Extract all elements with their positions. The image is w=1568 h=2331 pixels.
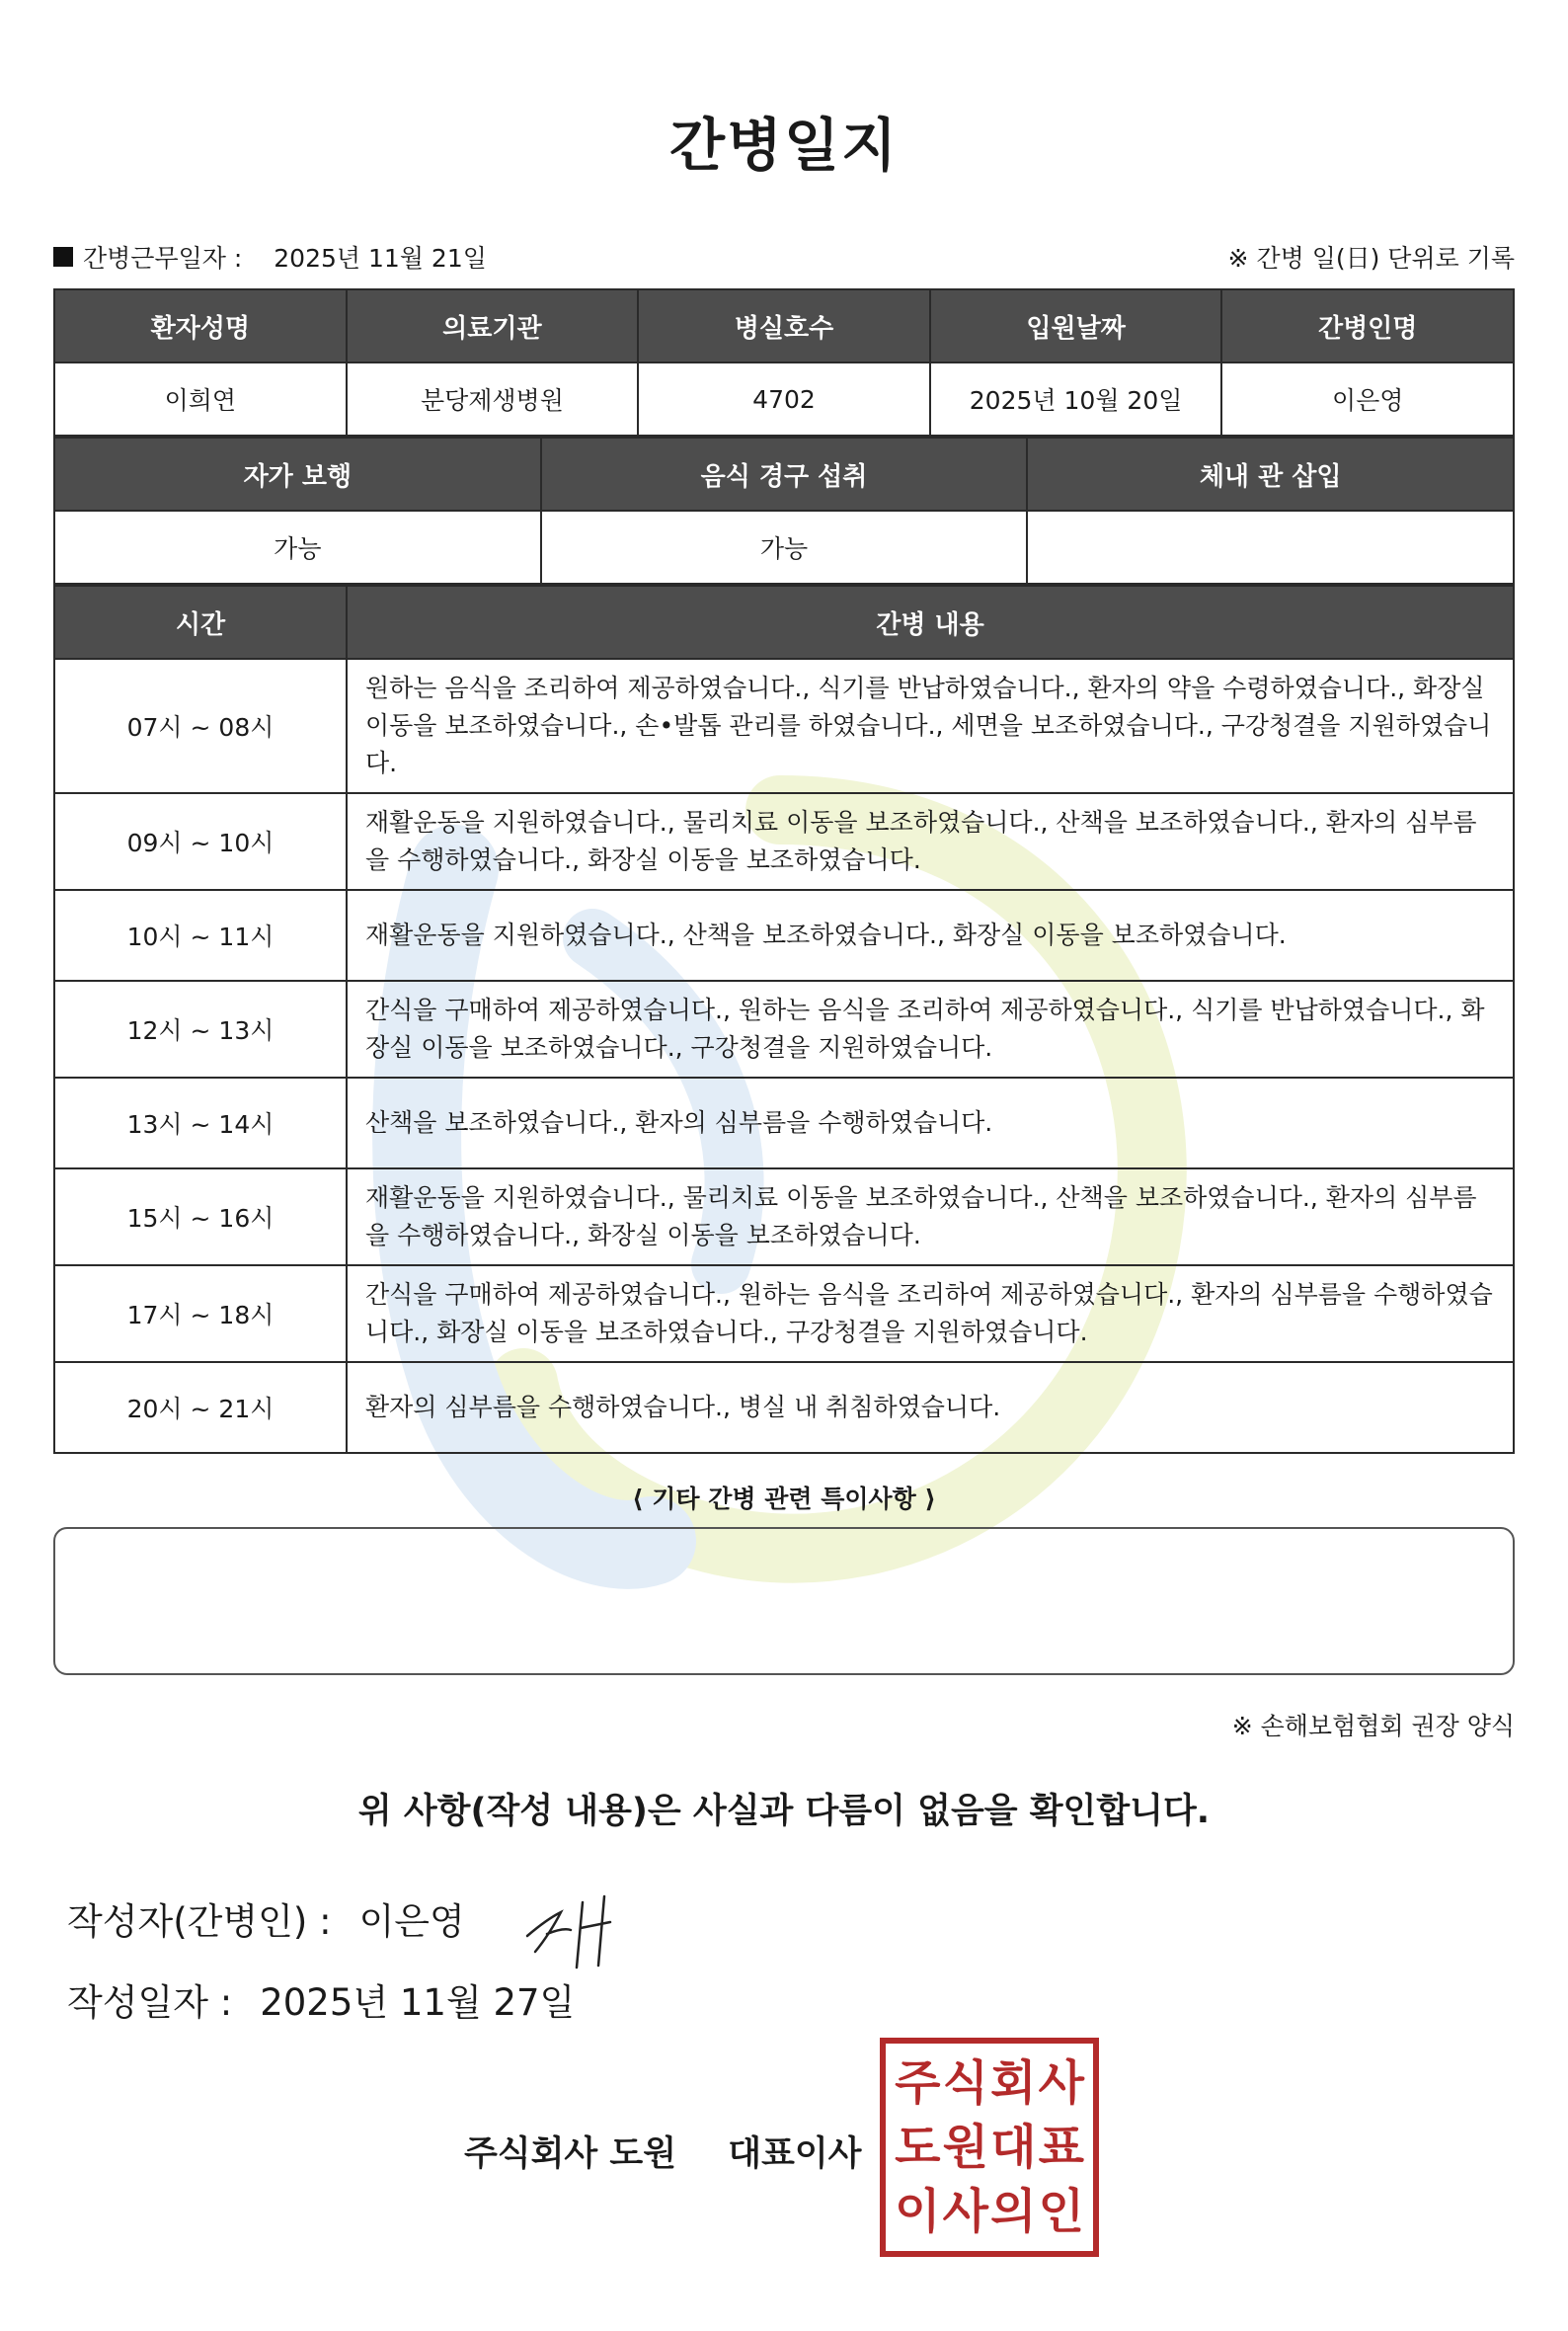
seal-char: 도 [895,2119,941,2175]
patient-header-hospital: 의료기관 [347,289,639,362]
table-row [54,659,1514,793]
log-content: 재활운동을 지원하였습니다., 물리치료 이동을 보조하였습니다., 산책을 보조하였습니다., 환자의 심부름을 수행하였습니다., 화장실 이동을 보조하였습니다. [347,793,1514,890]
patient-header-name: 환자성명 [54,289,347,362]
log-time: 07시 ~ 08시 [54,659,347,793]
seal-char: 사 [942,2183,988,2239]
patient-header-admission: 입원날짜 [930,289,1222,362]
table-row [54,890,1514,981]
company-seal [880,2038,1099,2257]
notes-box [53,1527,1515,1675]
patient-header-room: 병실호수 [638,289,930,362]
seal-char: 사 [1038,2055,1084,2112]
table-row [54,1168,1514,1265]
log-time: 12시 ~ 13시 [54,981,347,1078]
table-row [54,793,1514,890]
seal-char: 원 [942,2119,988,2175]
company-line [464,2127,861,2176]
log-content: 환자의 심부름을 수행하였습니다., 병실 내 취침하였습니다. [347,1362,1514,1453]
log-content: 재활운동을 지원하였습니다., 산책을 보조하였습니다., 화장실 이동을 보조하였습니다. [347,890,1514,981]
written-date-label: 작성일자 : [67,1981,233,2024]
log-content: 원하는 음식을 조리하여 제공하였습니다., 식기를 반납하였습니다., 환자의 약을 수령하였습니다., 화장실 이동을 보조하였습니다., 손•발톱 관리를 하였습니다., 세면을 보조하였습니다., 구강청결을 지원하였습니다. [347,659,1514,793]
log-header-content: 간병 내용 [347,586,1514,659]
admission-date: 2025년 10월 20일 [930,362,1222,436]
log-content: 산책을 보조하였습니다., 환자의 심부름을 수행하였습니다. [347,1078,1514,1168]
notes-title: ⟨ 기타 간병 관련 특이사항 ⟩ [632,1485,936,1513]
table-row [54,1078,1514,1168]
square-bullet-icon [53,247,73,267]
table-row [54,1362,1514,1453]
status-oral-intake: 가능 [541,511,1028,584]
seal-char: 대 [990,2119,1037,2175]
table-row [54,1265,1514,1362]
log-time: 13시 ~ 14시 [54,1078,347,1168]
log-time: 10시 ~ 11시 [54,890,347,981]
table-row [54,981,1514,1078]
written-date-line [67,1972,575,2026]
seal-char: 표 [1038,2119,1084,2175]
log-time: 20시 ~ 21시 [54,1362,347,1453]
patient-info-table [53,288,1515,437]
status-header-walking: 자가 보행 [54,438,541,511]
author-name: 이은영 [358,1900,465,1943]
seal-char: 주 [895,2055,941,2112]
hospital-name: 분당제생병원 [347,362,639,436]
confirmation-statement: 위 사항(작성 내용)은 사실과 다름이 없음을 확인합니다. [357,1792,1211,1831]
seal-char: 식 [942,2055,988,2112]
seal-char: 회 [990,2055,1037,2112]
patient-name: 이희연 [54,362,347,436]
form-footnote: ※ 손해보험협회 권장 양식 [1231,1712,1515,1740]
status-header-tube: 체내 관 삽입 [1027,438,1514,511]
seal-char: 이 [895,2183,941,2239]
caregiver-name: 이은영 [1221,362,1514,436]
work-date-value: 2025년 11월 21일 [274,244,487,273]
log-time: 17시 ~ 18시 [54,1265,347,1362]
status-header-oral-intake: 음식 경구 섭취 [541,438,1028,511]
work-date-label: 간병근무일자 : [83,244,243,273]
company-name: 주식회사 도원 [464,2134,677,2174]
log-content: 간식을 구매하여 제공하였습니다., 원하는 음식을 조리하여 제공하였습니다., 환자의 심부름을 수행하였습니다., 화장실 이동을 보조하였습니다., 구강청결을 지원하였습니다. [347,1265,1514,1362]
log-header-time: 시간 [54,586,347,659]
written-date-value: 2025년 11월 27일 [260,1981,576,2024]
status-tube [1027,511,1514,584]
status-walking: 가능 [54,511,541,584]
signature-icon [519,1885,628,1973]
seal-char: 인 [1038,2183,1084,2239]
log-content: 재활운동을 지원하였습니다., 물리치료 이동을 보조하였습니다., 산책을 보조하였습니다., 환자의 심부름을 수행하였습니다., 화장실 이동을 보조하였습니다. [347,1168,1514,1265]
seal-char: 의 [990,2183,1037,2239]
work-date [53,239,487,275]
patient-status-table [53,437,1515,585]
room-number: 4702 [638,362,930,436]
author-line [67,1891,465,1945]
unit-note: ※ 간병 일(日) 단위로 기록 [1227,244,1515,273]
log-time: 09시 ~ 10시 [54,793,347,890]
log-time: 15시 ~ 16시 [54,1168,347,1265]
care-log-table [53,585,1515,1454]
meta-row [53,237,1515,277]
company-rep: 대표이사 [728,2134,862,2174]
log-content: 간식을 구매하여 제공하였습니다., 원하는 음식을 조리하여 제공하였습니다., 식기를 반납하였습니다., 화장실 이동을 보조하였습니다., 구강청결을 지원하였습니다. [347,981,1514,1078]
document-title: 간병일지 [668,112,900,179]
author-label: 작성자(간병인) : [67,1900,332,1943]
patient-header-caregiver: 간병인명 [1221,289,1514,362]
